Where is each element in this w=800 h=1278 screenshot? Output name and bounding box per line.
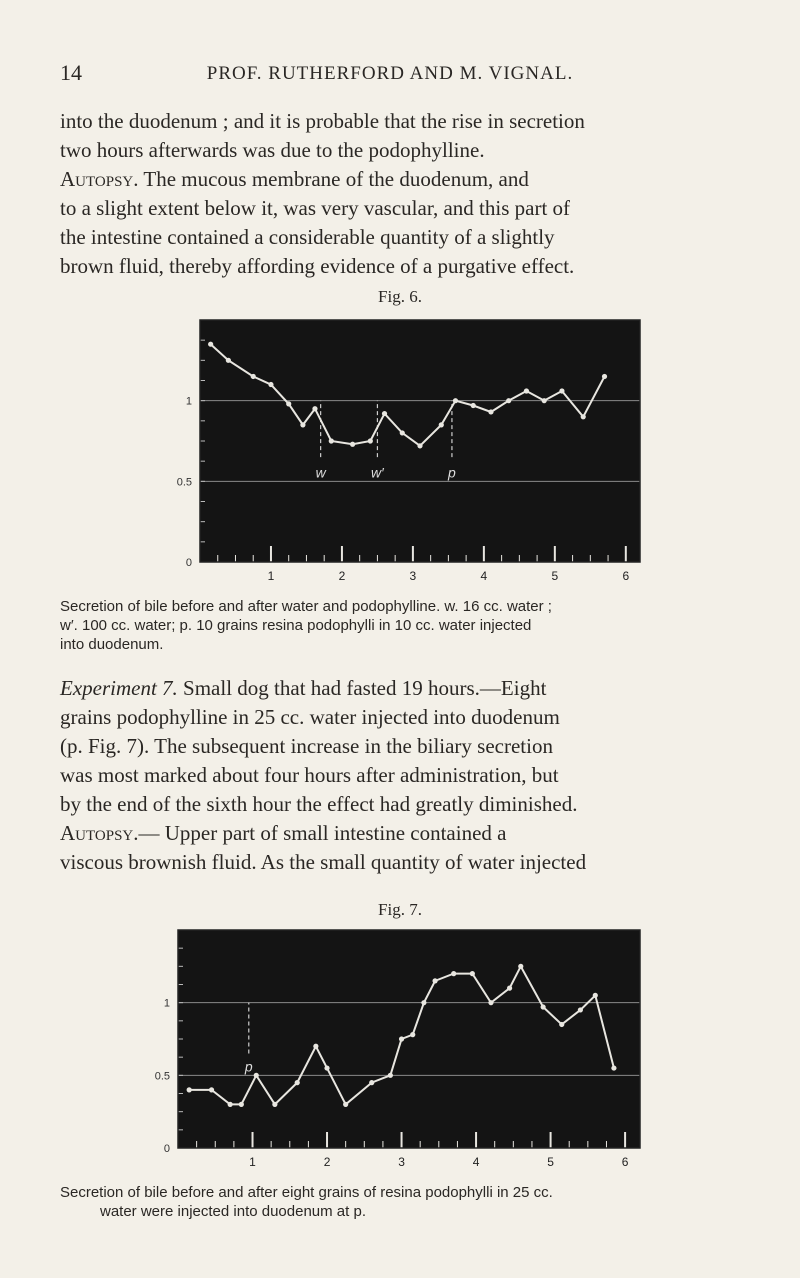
plot-background	[200, 320, 640, 562]
figure-label: Fig. 6.	[378, 287, 422, 306]
text-line: two hours afterwards was due to the podophylline.	[60, 138, 485, 162]
page-header	[60, 60, 720, 94]
data-point	[417, 443, 422, 448]
data-point	[369, 1080, 374, 1085]
text-line: the intestine contained a considerable quantity of a slightly	[60, 225, 555, 249]
plot-background	[178, 930, 640, 1148]
caption-line: Secretion of bile before and after water and podophylline. w. 16 cc. water ;	[60, 598, 552, 615]
data-point	[542, 398, 547, 403]
annotation-label: w	[315, 464, 326, 481]
data-point	[507, 986, 512, 991]
data-point	[559, 1022, 564, 1027]
text-line: brown fluid, thereby affording evidence of a purgative effect.	[60, 254, 575, 278]
data-point	[286, 401, 291, 406]
data-point	[518, 964, 523, 969]
x-tick-label: 6	[621, 1155, 629, 1169]
data-point	[611, 1065, 616, 1070]
data-point	[228, 1102, 233, 1107]
data-point	[300, 422, 305, 427]
data-point	[581, 414, 586, 419]
x-tick-label: 5	[551, 569, 559, 583]
y-tick-label: 1	[163, 997, 170, 1010]
y-tick-label: 0	[185, 557, 192, 569]
paragraph-experiment-7	[60, 674, 738, 877]
data-point	[578, 1007, 583, 1012]
data-point	[313, 1044, 318, 1049]
data-point	[488, 409, 493, 414]
data-point	[251, 374, 256, 379]
caption-line: Secretion of bile before and after eight grains of resina podophylli in 25 cc.	[60, 1184, 553, 1201]
data-point	[209, 1087, 214, 1092]
annotation-label: w′	[371, 464, 384, 481]
x-tick-label: 4	[480, 569, 488, 583]
data-point	[421, 1000, 426, 1005]
data-point	[239, 1102, 244, 1107]
data-point	[226, 358, 231, 363]
figure-6-caption	[60, 597, 740, 654]
data-point	[602, 374, 607, 379]
x-tick-label: 2	[323, 1155, 331, 1169]
text-line	[60, 819, 738, 848]
data-point	[471, 403, 476, 408]
y-tick-label: 0.5	[176, 476, 192, 489]
text-line: into the duodenum ; and it is probable that the rise in secretion	[60, 109, 585, 133]
autopsy-label: Autopsy.	[60, 821, 139, 845]
data-point	[400, 430, 405, 435]
y-tick-label: 1	[185, 395, 192, 408]
x-tick-label: 3	[398, 1155, 405, 1169]
data-point	[343, 1102, 348, 1107]
figure-6-chart	[150, 312, 660, 592]
data-point	[506, 398, 511, 403]
text-line: grains podophylline in 25 cc. water injected into duodenum	[60, 705, 560, 729]
data-point	[388, 1073, 393, 1078]
text-line: viscous brownish fluid. As the small quantity of water injected	[60, 850, 587, 874]
text-fragment: The mucous membrane of the duodenum, and	[138, 167, 529, 191]
data-point	[324, 1065, 329, 1070]
data-point	[453, 398, 458, 403]
x-tick-label: 2	[338, 569, 346, 583]
text-fragment: — Upper part of small intestine contained a	[138, 821, 507, 845]
data-point	[470, 971, 475, 976]
data-point	[432, 978, 437, 983]
data-point	[410, 1032, 415, 1037]
y-tick-label: 0.5	[154, 1070, 170, 1083]
data-point	[382, 411, 387, 416]
annotation-label: p	[244, 1058, 253, 1075]
data-point	[208, 342, 213, 347]
data-point	[187, 1087, 192, 1092]
data-point	[541, 1004, 546, 1009]
page-number: 14	[60, 60, 82, 85]
caption-line: water were injected into duodenum at p.	[100, 1203, 366, 1220]
data-point	[559, 388, 564, 393]
data-point	[312, 406, 317, 411]
data-point	[350, 442, 355, 447]
figure-7-chart	[150, 922, 660, 1182]
x-tick-label: 4	[472, 1155, 480, 1169]
paragraph-autopsy-fig6	[60, 107, 738, 281]
autopsy-label: Autopsy.	[60, 167, 139, 191]
data-point	[439, 422, 444, 427]
data-point	[593, 993, 598, 998]
text-fragment: Small dog that had fasted 19 hours.—Eight	[177, 676, 547, 700]
data-point	[451, 971, 456, 976]
caption-line: into duodenum.	[60, 636, 164, 653]
data-point	[254, 1073, 259, 1078]
data-point	[488, 1000, 493, 1005]
data-point	[268, 382, 273, 387]
x-tick-label: 1	[267, 569, 275, 583]
x-tick-label: 5	[547, 1155, 554, 1169]
text-line: (p. Fig. 7). The subsequent increase in the biliary secretion	[60, 734, 553, 758]
annotation-label: p	[448, 464, 456, 481]
x-tick-label: 3	[409, 569, 417, 583]
running-head: PROF. RUTHERFORD AND M. VIGNAL.	[206, 63, 574, 84]
y-tick-label: 0	[163, 1143, 170, 1155]
data-point	[368, 438, 373, 443]
experiment-title: Experiment 7.	[60, 676, 178, 700]
data-point	[399, 1036, 404, 1041]
text-line	[60, 674, 738, 703]
data-point	[524, 388, 529, 393]
text-line: to a slight extent below it, was very vascular, and this part of	[60, 196, 571, 220]
text-line: was most marked about four hours after administration, but	[60, 763, 559, 787]
figure-label: Fig. 7.	[378, 900, 422, 919]
figure-7-caption	[60, 1183, 740, 1221]
data-point	[272, 1102, 277, 1107]
text-line	[60, 165, 738, 194]
x-tick-label: 1	[249, 1155, 256, 1169]
text-line: by the end of the sixth hour the effect had greatly diminished.	[60, 792, 578, 816]
data-point	[295, 1080, 300, 1085]
data-point	[329, 438, 334, 443]
caption-line: w′. 100 cc. water; p. 10 grains resina podophylli in 10 cc. water injected	[60, 617, 532, 634]
x-tick-label: 6	[622, 569, 630, 583]
